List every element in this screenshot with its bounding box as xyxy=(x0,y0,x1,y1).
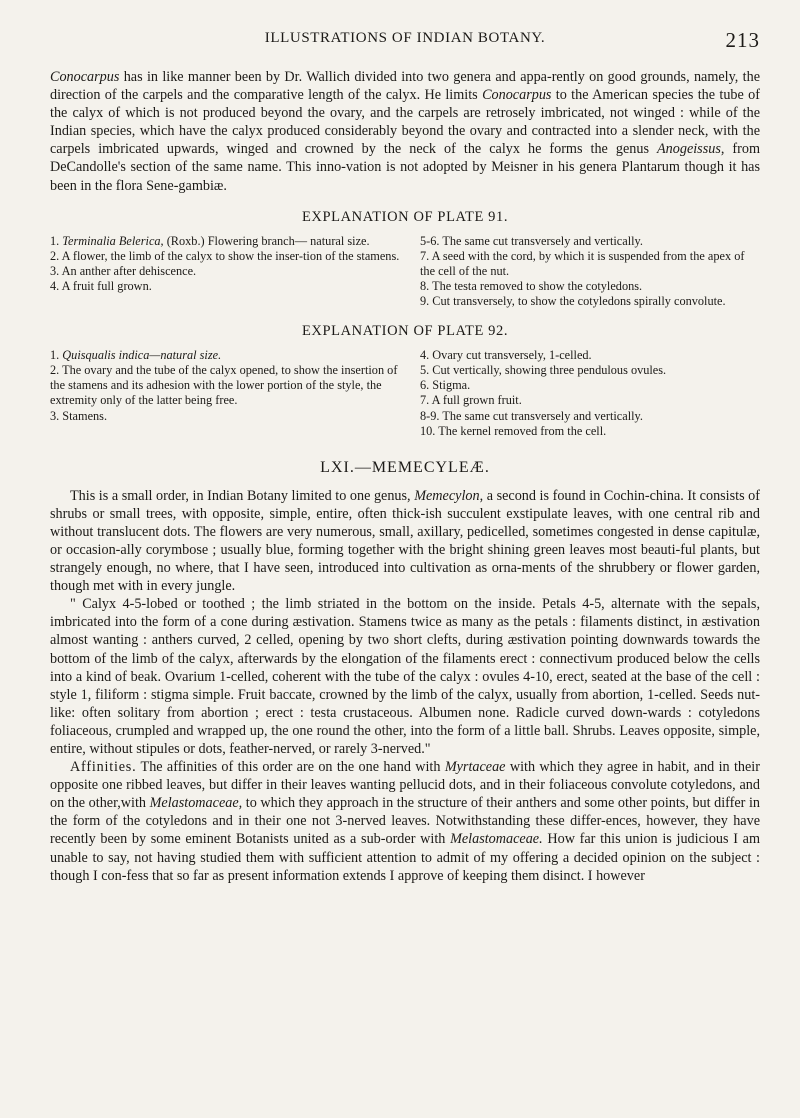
affinities-lead: Affinities. xyxy=(70,759,137,776)
plate-91-left-column xyxy=(50,234,402,309)
intro-text-1: has in like manner been by Dr. Wallich divided into two genera and appa-rently on good grounds, namely, the direction of the carpels and the comparative length of the calyx. He limits xyxy=(50,69,760,104)
plate-91-explanation xyxy=(50,234,760,309)
plate-91-title: EXPLANATION OF PLATE 91. xyxy=(301,208,509,225)
order-description xyxy=(50,487,760,885)
order-paragraph-2: " Calyx 4-5-lobed or toothed ; the limb striated in the bottom on the inside. Petals 4-5, alternate with the sepals, imbricated into the form of a cone during æstivation. Stamens twice as many as the petals : filaments distinct, in æstivation almost wanting : anthers curved, 2 celled, opening by two short clefts, during æstivation pointing downwards towards the bottom of the limb of the calyx, afterwards by the elongation of the filaments erect : connectivum produced below the cells into a kind of beak. Ovarium 1-celled, coherent with the tube of the calyx : ovules 4-10, erect, seated at the base of the cell : style 1, filiform : stigma simple. Fruit baccate, crowned by the limb of the calyx, usually from abortion, 1-celled. Seeds nut-like: often solitary from abortion ; erect : testa crustaceous. Albumen none. Radicle curved down-wards : cotyledons foliaceous, crumpled and wrapped up, the one round the other, into the form of a little ball. Shrubs. Leaves opposite, simple, entire, without stipules or dots, feather-nerved, or rarely 3-nerved." xyxy=(50,596,760,757)
item-text: 1. xyxy=(50,348,63,363)
species-name: Terminalia Belerica, xyxy=(62,233,164,248)
plate-item: 5-6. The same cut transversely and vertically. xyxy=(420,233,643,248)
plate-item xyxy=(50,249,402,264)
plate-item: 4. Ovary cut transversely, 1-celled. xyxy=(420,348,592,363)
item-text: (Roxb.) Flowering branch— natural size. xyxy=(163,233,370,248)
para-text: with which they agree in habit, and in their opposite one ribbed leaves, but differ in their leaves wanting pellucid dots, and in their foliaceous convolute cotyledons, and on the other,with xyxy=(50,759,760,812)
page-number: 213 xyxy=(725,28,760,52)
para-text: How far this union is judicious I am unable to say, not having studied them with sufficient attention to admit of my offering a decided opinion on the subject : though I con-fess that so far as present information extends I approve of keeping them disinct. I however xyxy=(50,831,760,884)
order-paragraph-1 xyxy=(50,487,760,596)
plate-item xyxy=(50,264,402,279)
item-text: 2. A flower, the limb of the calyx to show the inser-tion of the stamens. xyxy=(50,248,400,263)
plate-item: 9. Cut transversely, to show the cotyledons spirally convolute. xyxy=(420,294,726,309)
item-text: 2. The ovary and the tube of the calyx opened, to show the insertion of the stamens and its adhesion with the lower portion of the style, the extremity only of the latter being free. xyxy=(50,363,398,408)
affinities-paragraph xyxy=(50,758,760,885)
para-text: The affinities of this order are on the one hand with xyxy=(136,759,445,776)
plate-item: 6. Stigma. xyxy=(420,378,471,393)
plate-item: 7. A seed with the cord, by which it is suspended from the apex of the cell of the nut. xyxy=(420,248,745,278)
plate-92-title: EXPLANATION OF PLATE 92. xyxy=(301,323,509,340)
intro-paragraph xyxy=(50,68,760,195)
item-text: 3. An anther after dehiscence. xyxy=(50,263,197,278)
para-text: This is a small order, in Indian Botany limited to one genus, xyxy=(70,487,415,504)
plate-item xyxy=(50,234,402,249)
plate-92-right-column xyxy=(420,348,760,439)
genus-name: Memecylon xyxy=(414,487,480,504)
plate-item xyxy=(50,363,402,408)
running-head-title: ILLUSTRATIONS OF INDIAN BOTANY. xyxy=(264,30,546,46)
plate-item: 5. Cut vertically, showing three pendulous ovules. xyxy=(420,363,667,378)
para-text: , a second is found in Cochin-china. It consists of shrubs or small trees, with opposite, simple, entire, often thick-ish succulent exstipulate leaves, with one central rib and without translucent dots. The flowers are very numerous, small, axillary, pedicelled, sometimes congested in dense capitulæ, or occasion-ally corymbose ; usually blue, forming together with the bright shining green leaves most beauti-ful plants, but strangely enough, no where, that I have seen, introduced into cultivation as orna-ments of the shrubbery or flower garden, though met with in every jungle. xyxy=(50,487,761,595)
plate-item: 8. The testa removed to show the cotyledons. xyxy=(420,278,643,293)
plate-92-left-column xyxy=(50,348,402,439)
plate-item xyxy=(50,279,402,294)
plate-item: 10. The kernel removed from the cell. xyxy=(420,423,607,438)
genus-name: Conocarpus xyxy=(482,87,552,104)
plate-91-right-column xyxy=(420,234,760,309)
intro-text-3: , from DeCandolle's section of the same name. This inno-vation is not adopted by Meisner in his genera Plantarum though it has been in the flora Sene-gambiæ. xyxy=(50,141,760,194)
item-text: 4. A fruit full grown. xyxy=(50,278,152,293)
item-text: 3. Stamens. xyxy=(50,408,108,423)
item-text: 1. xyxy=(50,233,63,248)
plate-item: 7. A full grown fruit. xyxy=(420,393,522,408)
running-head xyxy=(50,30,760,56)
intro-text-2: to the American species the tube of the calyx of which is not produced beyond the ovary, and the carpels are retrosely imbricated, not winged : while of the Indian species, which have the calyx produced considerably beyond the ovary and contracted into a slender neck, with the carpels imbricated upwards, winged and crowned by the neck of the calyx he forms the genus xyxy=(50,87,760,158)
family-name: Melastomaceae, xyxy=(149,795,243,812)
plate-item xyxy=(50,409,402,424)
para-text: to which they approach in the structure of their anthers and some other points, but differ in the form of the cotyledons and in their one not 3-nerved leaves. Notwithstanding these differ-ences, however, they have recently been by some eminent Botanists united as a sub-order with xyxy=(50,795,761,848)
genus-name: Anogeissus xyxy=(657,141,721,158)
plate-92-explanation xyxy=(50,348,760,439)
family-name: Myrtaceae xyxy=(444,759,506,776)
species-name: Quisqualis indica—natural size. xyxy=(62,348,222,363)
genus-name: Conocarpus xyxy=(50,69,120,85)
family-name: Melastomaceae. xyxy=(450,831,543,848)
plate-item: 8-9. The same cut transversely and vertically. xyxy=(420,408,643,423)
plate-item xyxy=(50,348,402,363)
order-heading: LXI.—MEMECYLEÆ. xyxy=(320,458,490,476)
